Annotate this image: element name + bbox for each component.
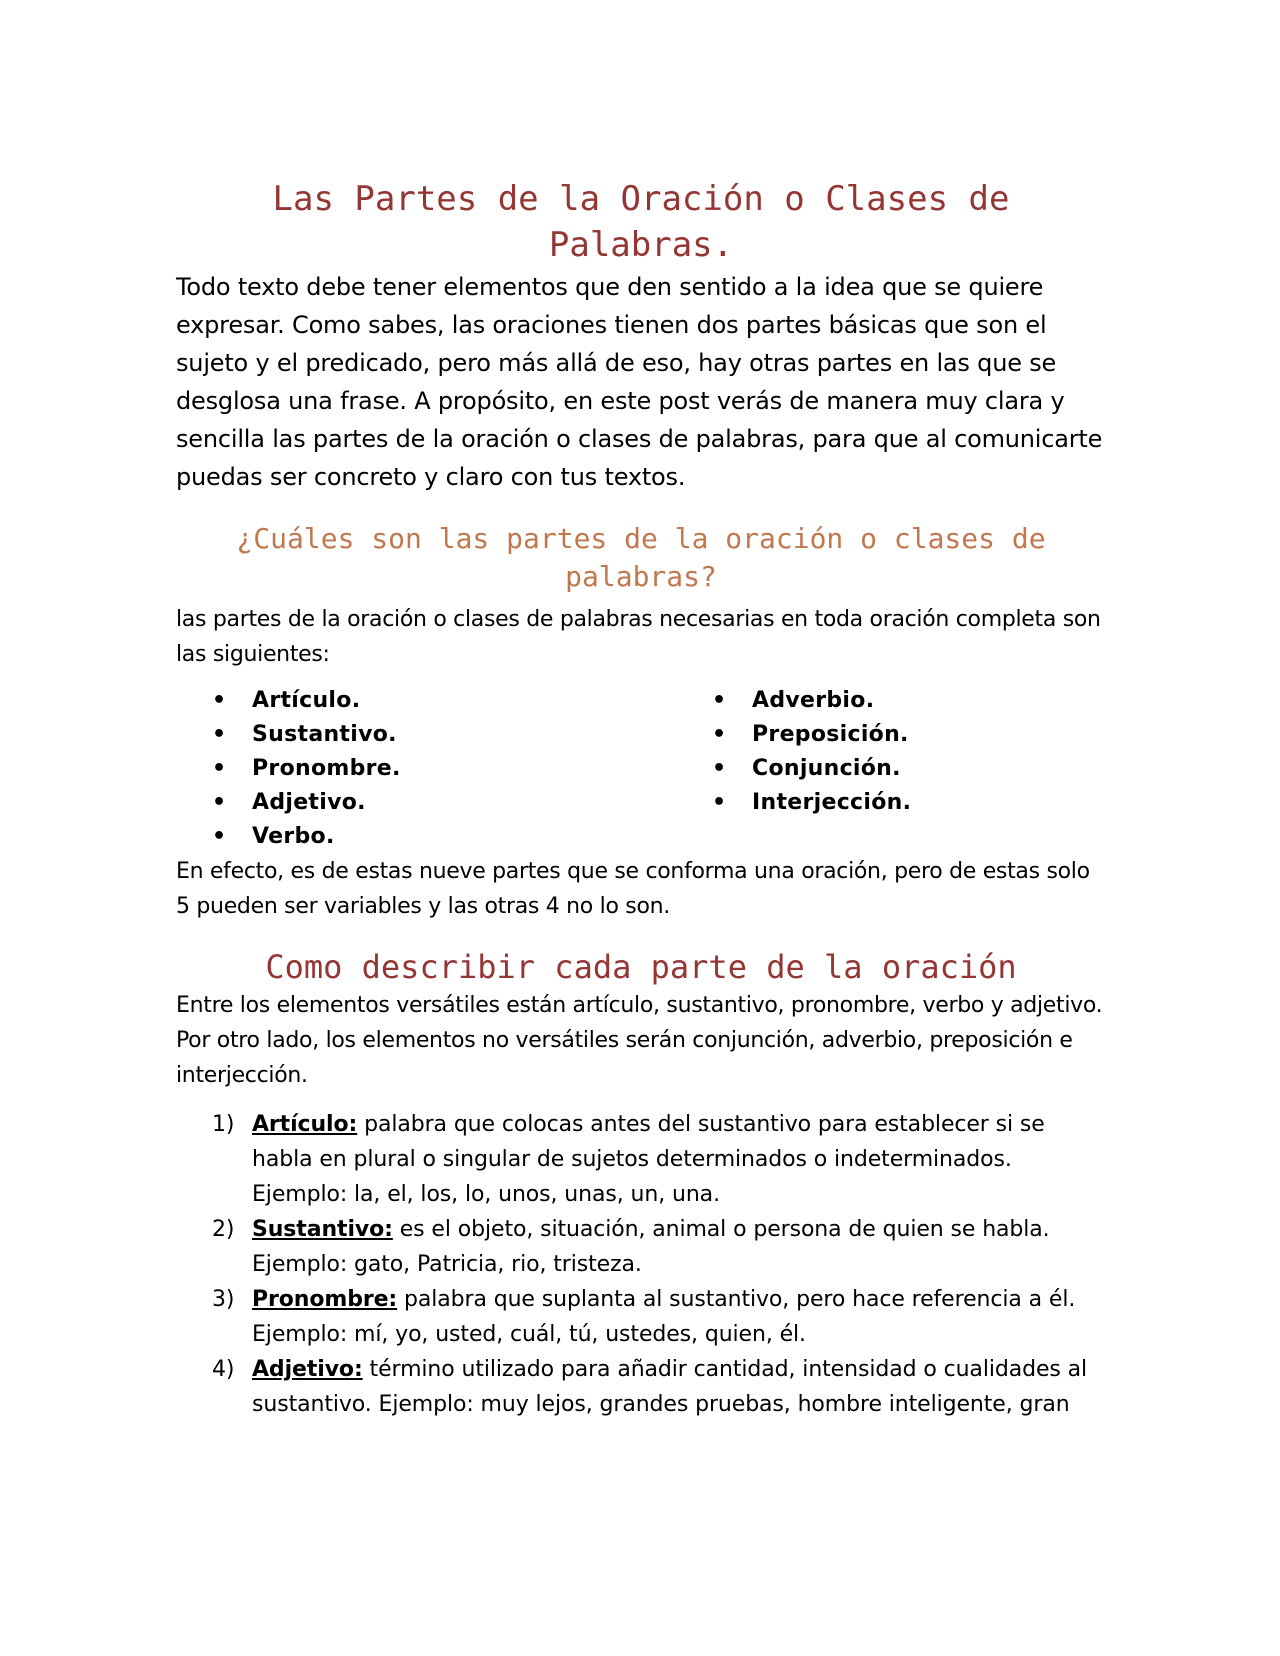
list-item-label: Artículo. — [252, 688, 361, 713]
bullet-icon: • — [212, 790, 227, 815]
section2-lead: Entre los elementos versátiles están artículo, sustantivo, pronombre, verbo y adjetivo. Por otro lado, los elementos no versátiles serán conjunción, adverbio, preposición e interjección. — [176, 993, 1103, 1088]
numbered-item — [176, 1352, 1106, 1422]
bullet-icon: • — [712, 790, 727, 815]
section1-closing: En efecto, es de estas nueve partes que se conforma una oración, pero de estas solo 5 pueden ser variables y las otras 4 no lo son. — [176, 859, 1090, 919]
list-item — [176, 786, 676, 820]
parts-list-left — [176, 684, 676, 854]
list-item — [676, 684, 1106, 718]
parts-description-list — [176, 1107, 1106, 1422]
list-item — [676, 718, 1106, 752]
numbered-item — [176, 1282, 1106, 1352]
parts-list-right — [676, 684, 1106, 854]
list-item-label: Verbo. — [252, 824, 335, 849]
list-item — [176, 752, 676, 786]
item-term: Sustantivo: — [252, 1217, 393, 1242]
list-item-label: Sustantivo. — [252, 722, 397, 747]
document-page — [176, 176, 1106, 1422]
bullet-icon: • — [212, 722, 227, 747]
list-item-label: Adjetivo. — [252, 790, 366, 815]
list-item — [676, 752, 1106, 786]
section2-heading: Como describir cada parte de la oración — [265, 948, 1017, 986]
item-number: 4) — [212, 1357, 235, 1382]
bullet-icon: • — [212, 824, 227, 849]
item-text: palabra que suplanta al sustantivo, pero hace referencia a él. Ejemplo: mí, yo, usted, cuál, tú, ustedes, quien, él. — [252, 1287, 1076, 1347]
section1-lead: las partes de la oración o clases de palabras necesarias en toda oración completa son las siguientes: — [176, 607, 1101, 667]
item-term: Adjetivo: — [252, 1357, 363, 1382]
section1-heading: ¿Cuáles son las partes de la oración o clases de palabras? — [236, 522, 1046, 593]
bullet-icon: • — [212, 756, 227, 781]
item-term: Artículo: — [252, 1112, 358, 1137]
list-item-label: Conjunción. — [752, 756, 901, 781]
list-item-label: Adverbio. — [752, 688, 875, 713]
list-item-label: Interjección. — [752, 790, 912, 815]
numbered-item — [176, 1107, 1106, 1212]
list-item-label: Preposición. — [752, 722, 909, 747]
list-item — [176, 718, 676, 752]
bullet-icon: • — [712, 722, 727, 747]
intro-paragraph: Todo texto debe tener elementos que den sentido a la idea que se quiere expresar. Como sabes, las oraciones tienen dos partes básicas que son el sujeto y el predicado, pero más allá de eso, hay otras partes en las que se desglosa una frase. A propósito, en este post verás de manera muy clara y sencilla las partes de la oración o clases de palabras, para que al comunicarte puedas ser concreto y claro con tus textos. — [176, 273, 1103, 491]
document-title: Las Partes de la Oración o Clases de Palabras. — [272, 179, 1010, 265]
bullet-icon: • — [712, 688, 727, 713]
numbered-item — [176, 1212, 1106, 1282]
item-text: término utilizado para añadir cantidad, intensidad o cualidades al sustantivo. Ejemplo: muy lejos, grandes pruebas, hombre inteligente, gran — [252, 1357, 1088, 1417]
item-number: 2) — [212, 1217, 235, 1242]
list-item-label: Pronombre. — [252, 756, 401, 781]
list-item — [176, 820, 676, 854]
item-number: 3) — [212, 1287, 235, 1312]
list-item — [176, 684, 676, 718]
bullet-icon: • — [212, 688, 227, 713]
item-text: palabra que colocas antes del sustantivo para establecer si se habla en plural o singular de sujetos determinados o indeterminados. Ejemplo: la, el, los, lo, unos, unas, un, una. — [252, 1112, 1045, 1207]
item-text: es el objeto, situación, animal o persona de quien se habla. Ejemplo: gato, Patricia, rio, tristeza. — [252, 1217, 1050, 1277]
bullet-icon: • — [712, 756, 727, 781]
item-number: 1) — [212, 1112, 235, 1137]
item-term: Pronombre: — [252, 1287, 398, 1312]
parts-list — [176, 684, 1106, 854]
list-item — [676, 786, 1106, 820]
